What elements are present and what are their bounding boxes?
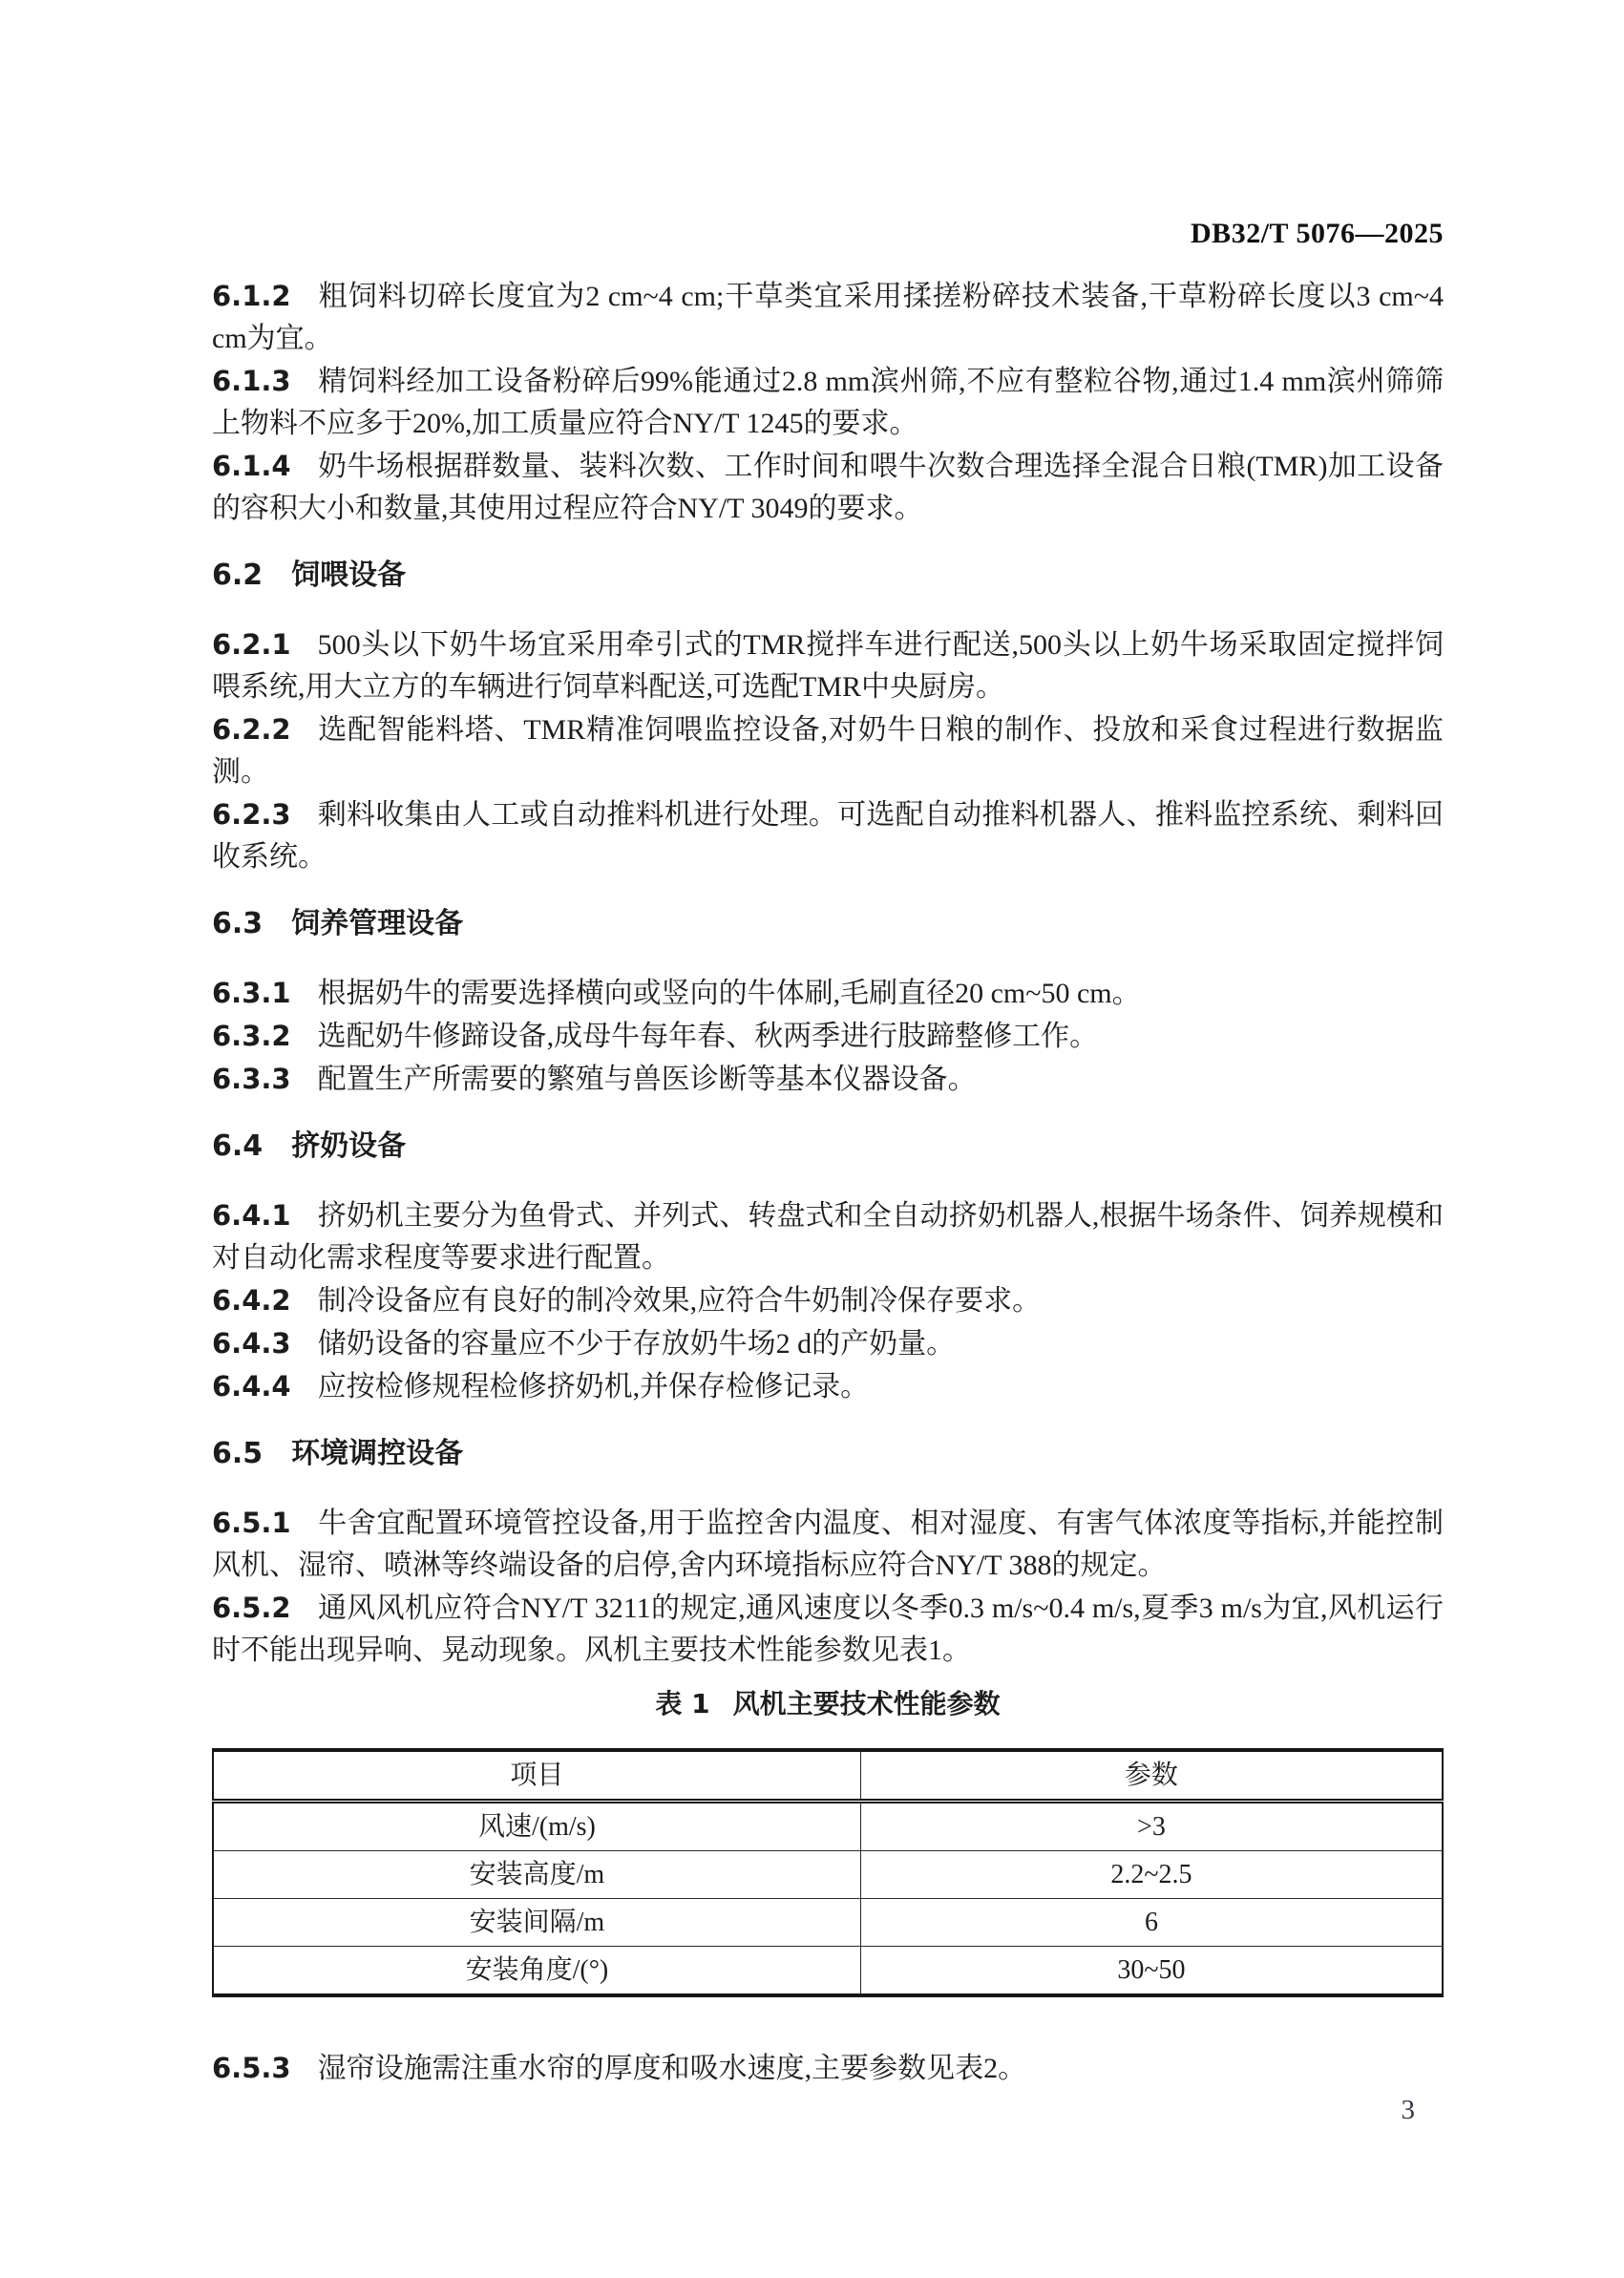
table-cell-item: 安装高度/m: [213, 1851, 860, 1899]
clause-text: 精饲料经加工设备粉碎后99%能通过2.8 mm滨州筛,不应有整粒谷物,通过1.4 mm滨州筛筛上物料不应多于20%,加工质量应符合NY/T 1245的要求。: [212, 366, 1444, 439]
clause-text: 粗饲料切碎长度宜为2 cm~4 cm;干草类宜采用揉搓粉碎技术装备,干草粉碎长度以3 cm~4 cm为宜。: [212, 281, 1444, 354]
table-cell-item: 安装角度/(°): [213, 1947, 860, 1996]
clause-number: 6.3.2: [212, 1020, 291, 1052]
table-row: [213, 1802, 1443, 1851]
section-heading-6-5: [212, 1433, 1444, 1475]
clause-6-5-3: [212, 2047, 1444, 2090]
clause-text: 牛舍宜配置环境管控设备,用于监控舍内温度、相对湿度、有害气体浓度等指标,并能控制风机、湿帘、喷淋等终端设备的启停,舍内环境指标应符合NY/T 388的规定。: [212, 1508, 1444, 1581]
clause-6-4-3: [212, 1322, 1444, 1365]
table-cell-param: 6: [860, 1899, 1443, 1947]
table-row: [213, 1851, 1443, 1899]
clause-text: 根据奶牛的需要选择横向或竖向的牛体刷,毛刷直径20 cm~50 cm。: [317, 978, 1141, 1009]
clause-6-2-3: [212, 793, 1444, 878]
heading-text: 环境调控设备: [291, 1437, 464, 1470]
clause-6-4-1: [212, 1194, 1444, 1279]
table1: [212, 1748, 1444, 1997]
section-heading-6-2: [212, 555, 1444, 597]
clause-6-2-1: [212, 623, 1444, 708]
section-heading-6-3: [212, 903, 1444, 945]
clause-number: 6.4.4: [212, 1370, 291, 1403]
clause-text: 应按检修规程检修挤奶机,并保存检修记录。: [317, 1371, 870, 1403]
heading-number: 6.2: [212, 559, 264, 592]
page-number: 3: [1401, 2095, 1415, 2125]
table1-header-row: [213, 1750, 1443, 1802]
clause-number: 6.1.4: [212, 450, 291, 482]
clause-6-3-2: [212, 1015, 1444, 1058]
clause-number: 6.3.3: [212, 1063, 291, 1095]
table1-header-param: 参数: [860, 1750, 1443, 1802]
heading-text: 饲养管理设备: [291, 907, 464, 940]
section-heading-6-4: [212, 1126, 1444, 1168]
clause-6-5-2: [212, 1587, 1444, 1672]
table-cell-item: 风速/(m/s): [213, 1802, 860, 1851]
clause-text: 选配奶牛修蹄设备,成母牛每年春、秋两季进行肢蹄整修工作。: [317, 1021, 1099, 1052]
clause-number: 6.2.1: [212, 628, 291, 661]
clause-text: 配置生产所需要的繁殖与兽医诊断等基本仪器设备。: [317, 1064, 977, 1095]
clause-text: 奶牛场根据群数量、装料次数、工作时间和喂牛次数合理选择全混合日粮(TMR)加工设备的容积大小和数量,其使用过程应符合NY/T 3049的要求。: [212, 451, 1444, 524]
table-row: [213, 1947, 1443, 1996]
clause-number: 6.2.3: [212, 798, 291, 831]
table1-title: [212, 1685, 1444, 1723]
clause-number: 6.4.1: [212, 1199, 291, 1232]
clause-6-3-3: [212, 1058, 1444, 1101]
clause-6-1-3: [212, 360, 1444, 445]
clause-number: 6.5.2: [212, 1592, 291, 1624]
clause-number: 6.4.3: [212, 1327, 291, 1360]
table1-label: 表 1: [655, 1688, 710, 1719]
standard-number: DB32/T 5076—2025: [1191, 218, 1444, 249]
table-cell-param: >3: [860, 1802, 1443, 1851]
table-cell-param: 2.2~2.5: [860, 1851, 1443, 1899]
table-row: [213, 1899, 1443, 1947]
clause-6-2-2: [212, 708, 1444, 793]
clause-6-1-2: [212, 275, 1444, 360]
clause-text: 500头以下奶牛场宜采用牵引式的TMR搅拌车进行配送,500头以上奶牛场采取固定搅拌饲喂系统,用大立方的车辆进行饲草料配送,可选配TMR中央厨房。: [212, 629, 1444, 703]
page-content: [212, 275, 1444, 2090]
clause-6-4-4: [212, 1365, 1444, 1408]
clause-text: 制冷设备应有良好的制冷效果,应符合牛奶制冷保存要求。: [317, 1285, 1042, 1317]
clause-text: 湿帘设施需注重水帘的厚度和吸水速度,主要参数见表2。: [317, 2053, 1027, 2084]
clause-number: 6.4.2: [212, 1284, 291, 1317]
clause-number: 6.5.1: [212, 1507, 291, 1539]
clause-text: 储奶设备的容量应不少于存放奶牛场2 d的产奶量。: [317, 1328, 956, 1360]
clause-6-1-4: [212, 445, 1444, 530]
clause-number: 6.1.2: [212, 280, 291, 312]
clause-text: 选配智能料塔、TMR精准饲喂监控设备,对奶牛日粮的制作、投放和采食过程进行数据监测。: [212, 714, 1444, 788]
clause-text: 通风风机应符合NY/T 3211的规定,通风速度以冬季0.3 m/s~0.4 m/s,夏季3 m/s为宜,风机运行时不能出现异响、晃动现象。风机主要技术性能参数见表1。: [212, 1592, 1444, 1666]
clause-number: 6.2.2: [212, 713, 291, 746]
table-cell-param: 30~50: [1117, 1954, 1186, 1985]
table1-header-item: 项目: [213, 1750, 860, 1802]
table1-caption: 风机主要技术性能参数: [732, 1688, 1001, 1719]
clause-6-4-2: [212, 1279, 1444, 1322]
heading-number: 6.5: [212, 1437, 264, 1470]
heading-text: 挤奶设备: [291, 1129, 407, 1163]
clause-number: 6.1.3: [212, 365, 291, 397]
clause-6-5-1: [212, 1502, 1444, 1587]
heading-text: 饲喂设备: [291, 559, 407, 592]
heading-number: 6.4: [212, 1129, 264, 1163]
clause-6-3-1: [212, 972, 1444, 1015]
clause-number: 6.5.3: [212, 2052, 291, 2084]
clause-number: 6.3.1: [212, 977, 291, 1009]
table-cell-item: 安装间隔/m: [213, 1899, 860, 1947]
heading-number: 6.3: [212, 907, 264, 940]
clause-text: 剩料收集由人工或自动推料机进行处理。可选配自动推料机器人、推料监控系统、剩料回收系统。: [212, 799, 1444, 873]
clause-text: 挤奶机主要分为鱼骨式、并列式、转盘式和全自动挤奶机器人,根据牛场条件、饲养规模和对自动化需求程度等要求进行配置。: [212, 1200, 1444, 1274]
